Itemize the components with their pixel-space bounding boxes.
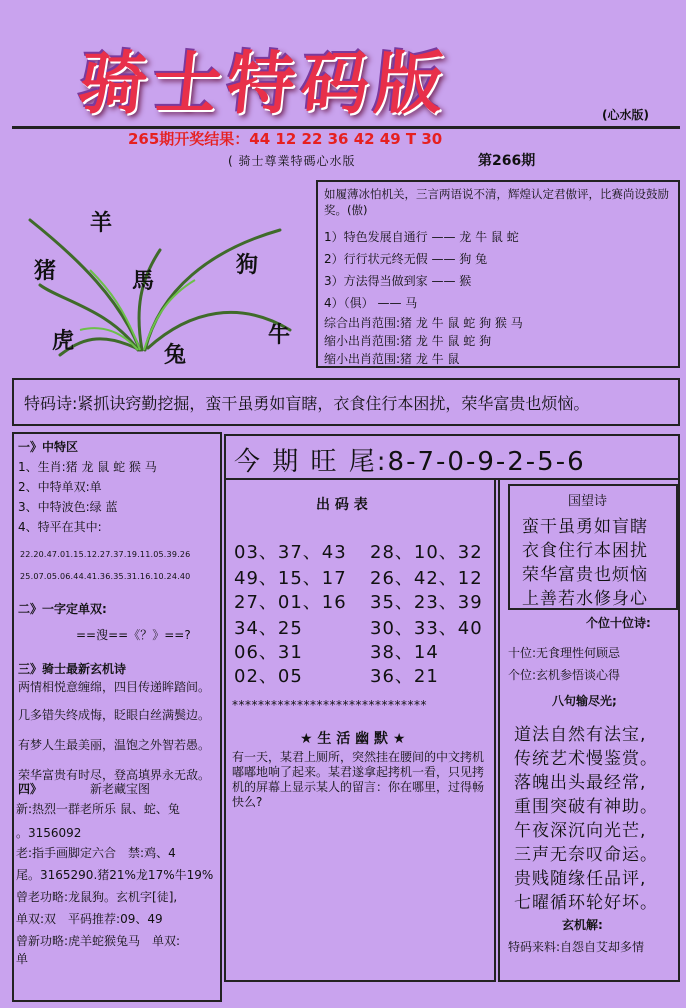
section-special-title: 一》中特区	[18, 440, 79, 454]
humor-text: 有一天，某君上厕所，突然挂在腰间的中文拷机嘟嘟地响了起来。某君遂拿起拷机一看，只见拷机的屏幕上显示某人的留言：你在哪里，过得畅快么?	[232, 750, 485, 809]
eight-poem-line: 贵贱随缘任品评,	[514, 869, 647, 889]
treasure-line: 曾老功略:龙鼠狗。玄机字[徒],	[16, 890, 178, 904]
number-row: 22.20.47.01.15.12.27.37.19.11.05.39.26	[20, 550, 191, 559]
xuanji-text: 特码来料:自怨自艾却多情	[508, 940, 645, 954]
number-cell: 02、05	[234, 666, 303, 687]
number-cell: 49、15、17	[234, 568, 347, 589]
riddle-intro: 如履薄冰怕机关，三言两语说不清，辉煌认定君傲评，比赛尚设鼓励奖。(傲)	[324, 187, 669, 217]
section-oddeven-title: 二》一字定单双:	[18, 602, 107, 616]
eight-poem-line: 三声无奈叹命运。	[514, 845, 658, 865]
zodiac-dog: 狗	[236, 252, 259, 278]
left-column	[12, 432, 222, 1002]
riddle-line: 3）方法得当做到家 —— 猴	[324, 274, 472, 288]
treasure-line: 尾。3165290.猪21%龙17%牛19%	[16, 868, 214, 882]
number-cell: 34、25	[234, 618, 303, 639]
zodiac-ox: 牛	[268, 322, 291, 348]
digit-poem-line: 个位:玄机参悟谈心得	[508, 668, 621, 682]
eight-poem-line: 落魄出头最经常,	[514, 773, 647, 793]
number-cell: 38、14	[370, 642, 439, 663]
oddeven-riddle: ==溲==《？》==?	[76, 628, 191, 642]
zodiac-horse: 馬	[132, 268, 155, 294]
mystery-poem-line: 几多错失终成悔，眨眼白丝满鬓边。	[18, 708, 211, 722]
lottery-result: 265期开奖结果：44 12 22 36 42 49 T 30	[128, 130, 443, 148]
special-item: 4、特平在其中:	[18, 520, 102, 534]
number-cell: 35、23、39	[370, 592, 483, 613]
riddle-line: 4）（俱） —— 马	[324, 296, 418, 310]
treasure-map-label: 新老藏宝图	[90, 782, 151, 796]
page-title: 骑士特码版	[74, 44, 454, 124]
guowang-line: 上善若水修身心	[522, 589, 648, 609]
eight-poem-line: 传统艺术慢鉴赏。	[514, 749, 658, 769]
eight-poem-line: 七曜循环轮好坏。	[514, 893, 658, 913]
digit-poem-line: 十位:无食理性何顾忌	[508, 646, 621, 660]
eight-poem-line: 重围突破有神助。	[514, 797, 658, 817]
special-item: 3、中特波色:绿 蓝	[18, 500, 118, 514]
riddle-poem-box	[316, 180, 680, 368]
mystery-poem-line: 两情相悦意缠绵，四目传递眸踏间。	[18, 680, 211, 694]
treasure-line: 。3156092	[16, 826, 82, 840]
star-divider: ******************************	[232, 698, 427, 712]
eight-lines-title: 八句输尽光;	[552, 694, 617, 708]
special-item: 1、生肖:猪 龙 鼠 蛇 猴 马	[18, 460, 157, 474]
mystery-poem-line: 有梦人生最美丽，温饱之外智若愚。	[18, 738, 211, 752]
section-treasure-title: 四》	[18, 782, 43, 796]
number-cell: 36、21	[370, 666, 439, 687]
riddle-line: 2）行行状元终无假 —— 狗 兔	[324, 252, 488, 266]
number-cell: 27、01、16	[234, 592, 347, 613]
number-cell: 28、10、32	[370, 542, 483, 563]
zodiac-sheep: 羊	[90, 210, 113, 236]
number-cell: 30、33、40	[370, 618, 483, 639]
tema-poem-box	[12, 378, 680, 426]
zodiac-range-line: 综合出肖范围:猪 龙 牛 鼠 蛇 狗 猴 马	[324, 316, 523, 330]
number-chart-box	[224, 478, 496, 982]
number-cell: 03、37、43	[234, 542, 347, 563]
issue-number: 第266期	[478, 153, 536, 169]
lucky-tail-box	[224, 434, 680, 480]
tema-poem: 特码诗:紧抓诀窍勤挖掘，蛮干虽勇如盲瞎，衣食住行本困扰，荣华富贵也烦恼。	[24, 394, 590, 413]
riddle-line: 1）特色发展自通行 —— 龙 牛 鼠 蛇	[324, 230, 519, 244]
number-cell: 26、42、12	[370, 568, 483, 589]
humor-title: ★ 生 活 幽 默 ★	[300, 731, 406, 747]
number-row: 25.07.05.06.44.41.36.35.31.16.10.24.40	[20, 572, 191, 581]
guowang-title: 国望诗	[568, 494, 608, 509]
zodiac-tiger: 虎	[52, 328, 75, 354]
special-item: 2、中特单双:单	[18, 480, 102, 494]
mystery-poem-line: 荣华富贵有时尽，登高填界永无敌。	[18, 768, 211, 782]
number-chart-title: 出 码 表	[316, 497, 368, 513]
zodiac-range-line: 缩小出肖范围:猪 龙 牛 鼠 蛇 狗	[324, 334, 492, 348]
zodiac-pig: 猪	[34, 258, 57, 284]
treasure-line: 老:指手画脚定六合 禁:鸡、4	[16, 846, 176, 860]
eight-poem-line: 午夜深沉向光芒,	[514, 821, 647, 841]
treasure-line: 单	[16, 952, 29, 966]
xuanji-title: 玄机解:	[562, 918, 603, 932]
treasure-line: 曾新功略:虎羊蛇猴兔马 单双:	[16, 934, 181, 948]
zodiac-range-line: 缩小出肖范围:猪 龙 牛 鼠	[324, 352, 460, 366]
zodiac-rabbit: 兔	[164, 342, 187, 368]
treasure-line: 新:热烈一群老所乐 鼠、蛇、兔	[16, 802, 180, 816]
edition-label: (心水版)	[602, 108, 649, 122]
number-cell: 06、31	[234, 642, 303, 663]
lucky-tail-text: 今 期 旺 尾:8-7-0-9-2-5-6	[234, 447, 586, 477]
section-poem-title: 三》骑士最新玄机诗	[18, 662, 127, 676]
guowang-line: 衣食住行本困扰	[522, 541, 648, 561]
guowang-line: 荣华富贵也烦恼	[522, 565, 648, 585]
subtitle: ( 骑士尊業特碼心水版	[228, 154, 356, 168]
eight-poem-line: 道法自然有法宝,	[514, 725, 647, 745]
guowang-poem-box	[508, 484, 678, 610]
treasure-line: 单双:双 平码推荐:09、49	[16, 912, 163, 926]
guowang-line: 蛮干虽勇如盲瞎	[522, 517, 648, 537]
digit-poem-title: 个位十位诗:	[586, 616, 651, 630]
